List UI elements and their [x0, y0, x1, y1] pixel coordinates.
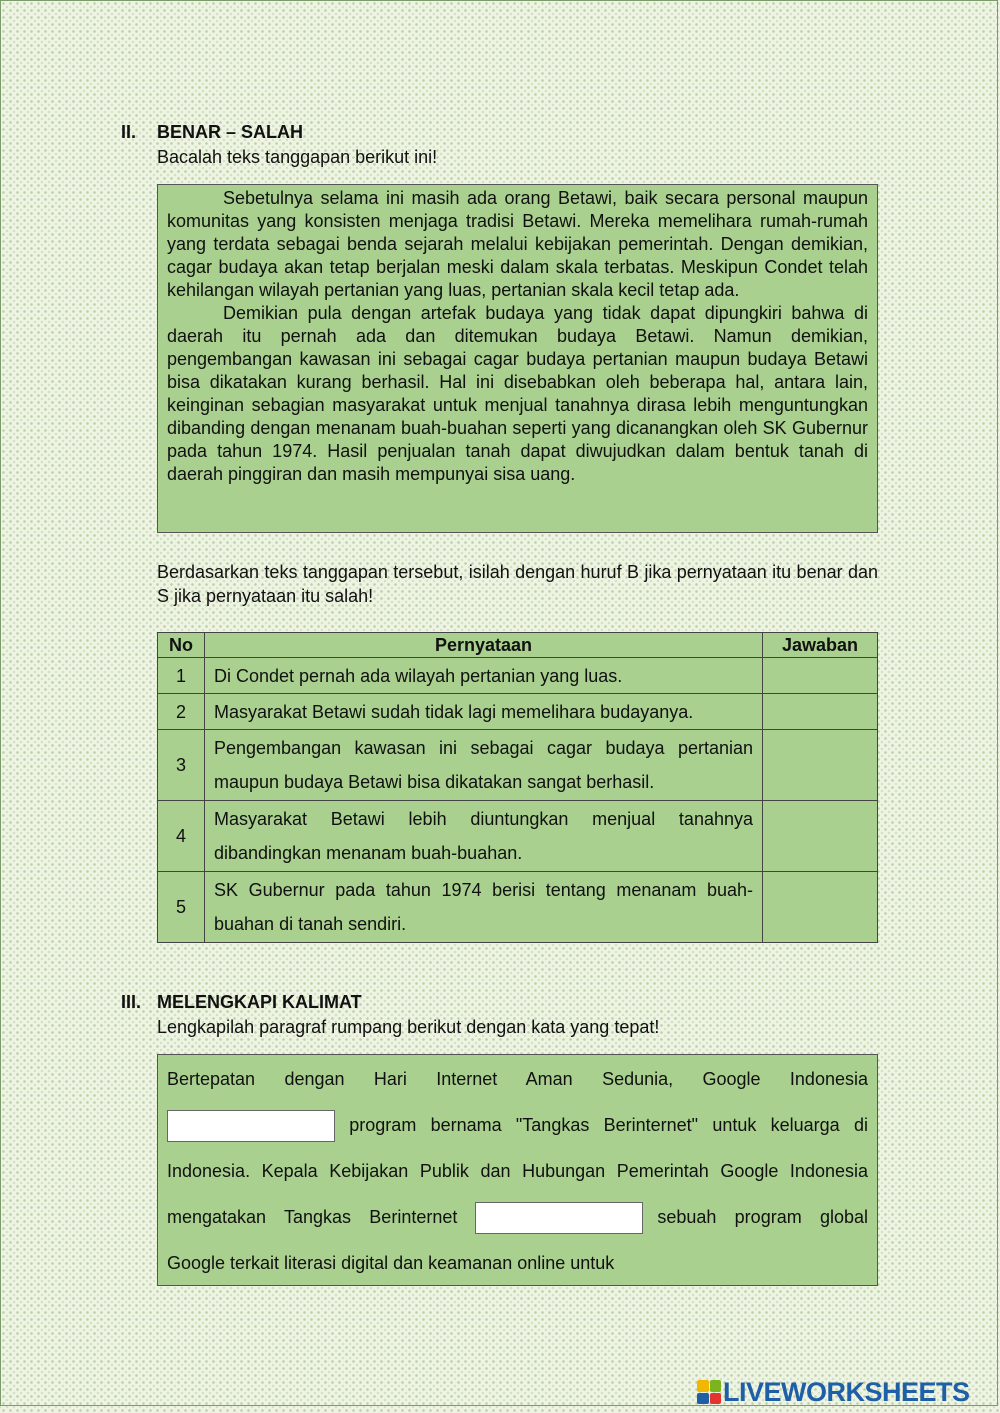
header-statement: Pernyataan: [205, 633, 763, 658]
section-3-title: MELENGKAPI KALIMAT: [157, 992, 362, 1012]
section-3-heading: [121, 992, 362, 1013]
section-2-heading: [121, 122, 303, 143]
section-2-title: BENAR – SALAH: [157, 122, 304, 142]
true-false-table: [157, 632, 878, 943]
row-statement: Masyarakat Betawi lebih diuntungkan menjual tanahnya dibandingkan menanam buah-buahan.: [205, 801, 763, 872]
answer-cell-4[interactable]: [763, 801, 878, 872]
row-statement: Pengembangan kawasan ini sebagai cagar budaya pertanian maupun budaya Betawi bisa dikatakan sangat berhasil.: [205, 730, 763, 801]
header-no: No: [158, 633, 205, 658]
row-statement: SK Gubernur pada tahun 1974 berisi tentang menanam buah-buahan di tanah sendiri.: [205, 872, 763, 943]
table-row: [158, 801, 878, 872]
fill-blank-1[interactable]: [167, 1110, 335, 1142]
cloze-text-1: Bertepatan dengan Hari Internet Aman Sedunia, Google Indonesia: [167, 1069, 868, 1089]
logo-square-3: [697, 1393, 709, 1405]
logo-square-2: [710, 1380, 722, 1392]
answer-cell-5[interactable]: [763, 872, 878, 943]
section-2-number: II.: [121, 122, 137, 142]
row-number: 5: [158, 872, 205, 943]
passage-paragraph-1: Sebetulnya selama ini masih ada orang Betawi, baik secara personal maupun komunitas yang konsisten menjaga tradisi Betawi. Mereka memelihara rumah-rumah yang terdata sebagai benda sejarah melalui kebijakan pemerintah. Dengan demikian, cagar budaya akan tetap berjalan meski dalam skala terbatas. Meskipun Condet telah kehilangan wilayah pertanian yang luas, pertanian skala kecil tetap ada.: [167, 188, 868, 300]
row-statement: Di Condet pernah ada wilayah pertanian yang luas.: [205, 658, 763, 694]
logo-square-1: [697, 1380, 709, 1392]
answer-cell-3[interactable]: [763, 730, 878, 801]
logo-text: LIVEWORKSHEETS: [723, 1376, 970, 1407]
row-number: 3: [158, 730, 205, 801]
logo-square-4: [710, 1393, 722, 1405]
section-3-instruction: Lengkapilah paragraf rumpang berikut dengan kata yang tepat!: [157, 1017, 660, 1037]
header-answer: Jawaban: [763, 633, 878, 658]
table-row: [158, 694, 878, 730]
fill-blank-2[interactable]: [475, 1202, 643, 1234]
liveworksheets-logo: [697, 1378, 970, 1406]
reading-passage: [157, 184, 878, 533]
cloze-paragraph: [157, 1054, 878, 1286]
table-header-row: [158, 633, 878, 658]
row-number: 1: [158, 658, 205, 694]
row-statement: Masyarakat Betawi sudah tidak lagi memelihara budayanya.: [205, 694, 763, 730]
answer-cell-2[interactable]: [763, 694, 878, 730]
true-false-instruction: Berdasarkan teks tanggapan tersebut, isilah dengan huruf B jika pernyataan itu benar dan S jika pernyataan itu salah!: [157, 562, 878, 606]
table-row: [158, 658, 878, 694]
table-row: [158, 872, 878, 943]
cloze-text-3: sebuah program global Google terkait literasi digital dan keamanan online untuk: [167, 1207, 868, 1273]
row-number: 4: [158, 801, 205, 872]
answer-cell-1[interactable]: [763, 658, 878, 694]
section-2-instruction: Bacalah teks tanggapan berikut ini!: [157, 147, 438, 167]
passage-paragraph-2: Demikian pula dengan artefak budaya yang tidak dapat dipungkiri bahwa di daerah itu pernah ada dan ditemukan budaya Betawi. Namun demikian, pengembangan kawasan ini sebagai cagar budaya pertanian maupun budaya Betawi bisa dikatakan kurang berhasil. Hal ini disebabkan oleh beberapa hal, antara lain, keinginan sebagian masyarakat untuk menjual tanahnya dirasa lebih menguntungkan dibanding dengan menanam buah-buahan seperti yang dicanangkan oleh SK Gubernur pada tahun 1974. Hasil penjualan tanah dapat diwujudkan dalam bentuk tanah di daerah pinggiran dan masih mempunyai sisa uang.: [167, 303, 868, 484]
section-3-number: III.: [121, 992, 142, 1012]
cloze-text-2: program bernama "Tangkas Berinternet" untuk keluarga di Indonesia. Kepala Kebijakan Publik dan Hubungan Pemerintah Google Indonesia mengatakan Tangkas Berinternet: [167, 1115, 868, 1227]
table-row: [158, 730, 878, 801]
row-number: 2: [158, 694, 205, 730]
logo-mark-icon: [697, 1380, 721, 1404]
